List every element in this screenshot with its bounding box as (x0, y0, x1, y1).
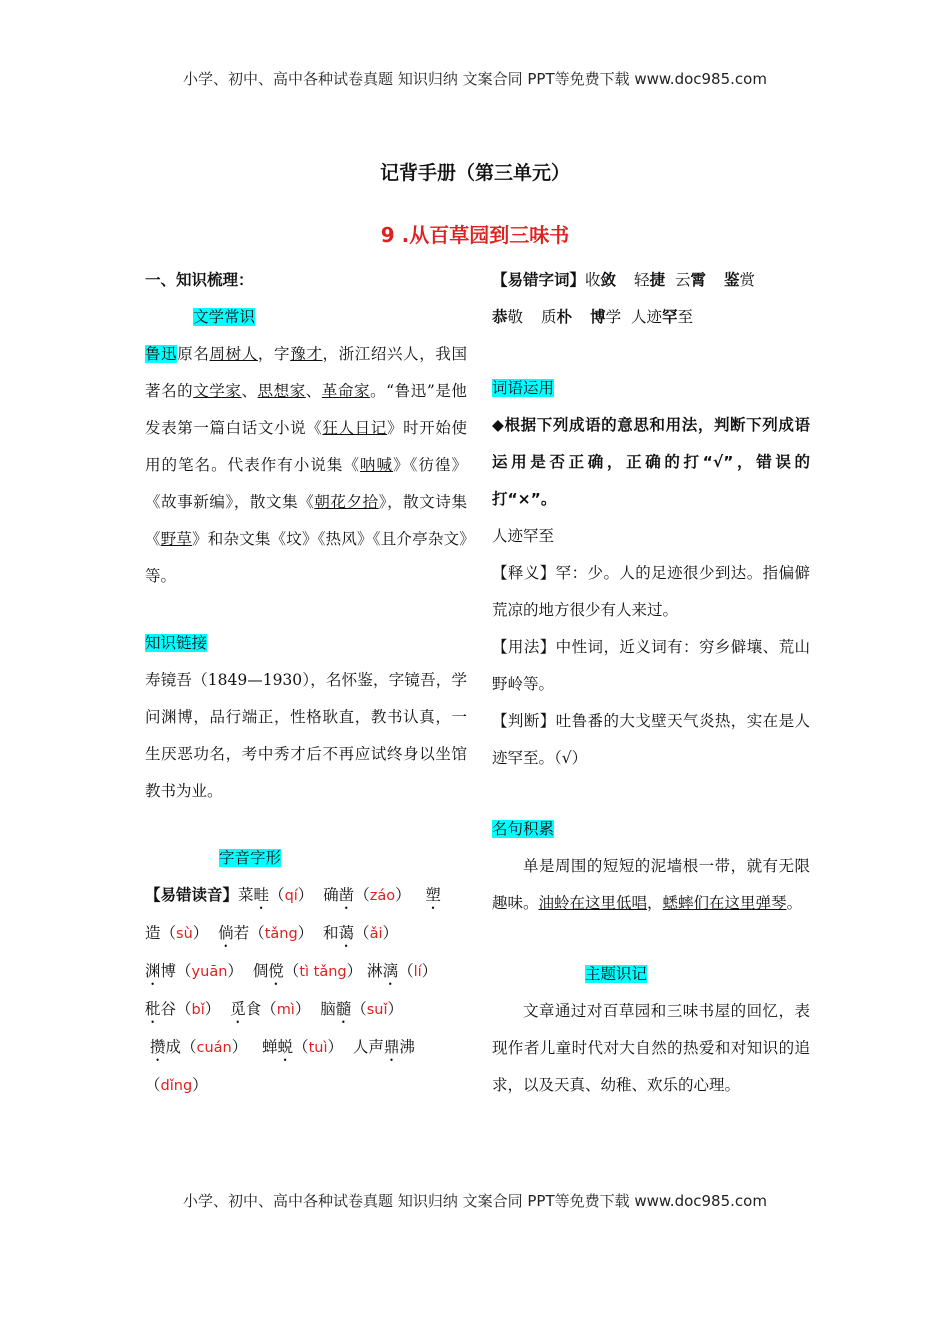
right-column (492, 262, 810, 1104)
idiom-usage: 【用法】中性词，近义词有：穷乡僻壤、荒山野岭等。 (492, 638, 810, 693)
lesson-title: 9 .从百草园到三味书 (380, 223, 570, 247)
idiom-meaning: 【释义】罕：少。人的足迹很少到达。指偏僻荒凉的地方很少有人来过。 (492, 564, 810, 619)
page-header: 小学、初中、高中各种试卷真题 知识归纳 文案合同 PPT等免费下载 www.doc985.com (183, 70, 767, 88)
lit-label: 文学常识 (193, 308, 256, 326)
idiom-judge: 【判断】吐鲁番的大戈壁天气炎热，实在是人迹罕至。（√） (492, 712, 810, 767)
typo-list: 【易错字词】收敛 轻捷 云霄 鉴赏 恭敬 质朴 博学 人迹罕至 (492, 271, 755, 326)
quote-paragraph: 单是周围的短短的泥墙根一带，就有无限趣味。油蛉在这里低唱，蟋蟀们在这里弹琴。 (492, 857, 810, 912)
luxun-paragraph: 鲁迅原名周树人，字豫才，浙江绍兴人，我国著名的文学家、思想家、革命家。“鲁迅”是他发表第一篇白话文小说《狂人日记》时开始使用的笔名。代表作有小说集《呐喊》《彷徨》《故事新编》，散文集《朝花夕拾》，散文诗集《野草》和杂文集《坟》《热风》《且介亭杂文》等。 (145, 345, 467, 585)
page-footer: 小学、初中、高中各种试卷真题 知识归纳 文案合同 PPT等免费下载 www.doc985.com (183, 1192, 767, 1210)
idiom: 人迹罕至 (492, 527, 555, 545)
quote-label: 名句积累 (492, 820, 555, 838)
link-paragraph: 寿镜吾（1849—1930），名怀鉴，字镜吾，学问渊博，品行端正，性格耿直，教书认真，一生厌恶功名，考中秀才后不再应试终身以坐馆教书为业。 (145, 671, 467, 800)
theme-paragraph: 文章通过对百草园和三味书屋的回忆，表现作者儿童时代对大自然的热爱和对知识的追求，以及天真、幼稚、欢乐的心理。 (492, 1002, 810, 1094)
usage-label: 词语运用 (492, 379, 555, 397)
section-heading: 一、知识梳理： (145, 271, 254, 289)
left-column (145, 262, 467, 1105)
usage-prompt: ◆根据下列成语的意思和用法，判断下列成语运用是否正确，正确的打“√”，错误的打“×”。 (492, 416, 810, 508)
pron-label: 字音字形 (219, 849, 282, 867)
page-title: 记背手册（第三单元） (379, 162, 570, 184)
link-label: 知识链接 (145, 634, 208, 652)
pron-list: 【易错读音】菜畦（qí） 确凿（záo） 塑 造（sù） 倘若（tǎng） 和蔼（ǎi） 渊博（yuān） 倜傥（tì tǎng） 淋漓（lí） 秕谷（bǐ） 觅食（mì） 脑髓（suǐ） 攒成（cuán） 蝉蜕（tuì） 人声鼎沸 （dǐng） (145, 886, 441, 1094)
theme-label: 主题识记 (585, 965, 648, 983)
